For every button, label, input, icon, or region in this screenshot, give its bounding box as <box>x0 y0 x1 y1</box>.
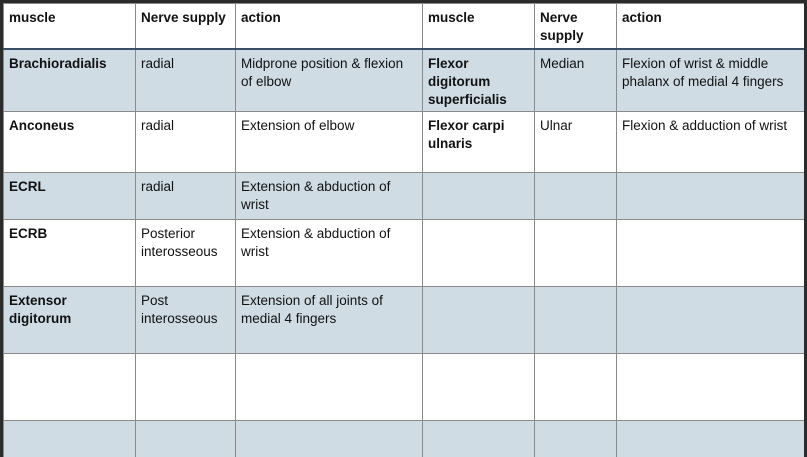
muscle-cell <box>423 354 535 421</box>
nerve-cell: Ulnar <box>535 112 617 173</box>
table-row <box>4 173 805 220</box>
nerve-cell: radial <box>136 49 236 112</box>
action-cell: Extension of elbow <box>236 112 423 173</box>
header-action-2: action <box>617 4 805 50</box>
muscle-cell: ECRL <box>4 173 136 220</box>
table-row <box>4 287 805 354</box>
action-cell <box>617 173 805 220</box>
muscle-cell: Extensor digitorum <box>4 287 136 354</box>
action-cell <box>236 421 423 457</box>
nerve-cell <box>535 421 617 457</box>
action-cell: Midprone position & flexion of elbow <box>236 49 423 112</box>
muscle-cell: Brachioradialis <box>4 49 136 112</box>
header-muscle-2: muscle <box>423 4 535 50</box>
nerve-cell: Median <box>535 49 617 112</box>
table-row <box>4 220 805 287</box>
action-cell: Flexion & adduction of wrist <box>617 112 805 173</box>
header-action-1: action <box>236 4 423 50</box>
action-cell <box>236 354 423 421</box>
muscle-cell <box>423 421 535 457</box>
action-cell <box>617 220 805 287</box>
muscle-cell <box>423 173 535 220</box>
muscle-cell: Flexor carpi ulnaris <box>423 112 535 173</box>
muscle-cell: Anconeus <box>4 112 136 173</box>
header-nerve-supply-2: Nerve supply <box>535 4 617 50</box>
nerve-cell: Post interosseous <box>136 287 236 354</box>
muscle-nerve-table <box>3 3 804 457</box>
nerve-cell <box>535 354 617 421</box>
muscle-cell: Flexor digitorum superficialis <box>423 49 535 112</box>
nerve-cell: Posterior interosseous <box>136 220 236 287</box>
action-cell: Extension & abduction of wrist <box>236 173 423 220</box>
muscle-cell <box>4 354 136 421</box>
header-nerve-supply-1: Nerve supply <box>136 4 236 50</box>
nerve-cell <box>136 354 236 421</box>
table-row <box>4 49 805 112</box>
header-muscle-1: muscle <box>4 4 136 50</box>
muscle-cell <box>423 287 535 354</box>
muscle-cell <box>4 421 136 457</box>
header-row <box>4 4 805 50</box>
table-row <box>4 354 805 421</box>
action-cell: Extension of all joints of medial 4 fingers <box>236 287 423 354</box>
muscle-cell: ECRB <box>4 220 136 287</box>
action-cell <box>617 354 805 421</box>
table-row <box>4 112 805 173</box>
muscle-cell <box>423 220 535 287</box>
nerve-cell: radial <box>136 173 236 220</box>
nerve-cell <box>535 173 617 220</box>
table-row <box>4 421 805 457</box>
action-cell: Extension & abduction of wrist <box>236 220 423 287</box>
action-cell: Flexion of wrist & middle phalanx of medial 4 fingers <box>617 49 805 112</box>
action-cell <box>617 421 805 457</box>
nerve-cell: radial <box>136 112 236 173</box>
slide-canvas <box>3 3 804 457</box>
action-cell <box>617 287 805 354</box>
nerve-cell <box>535 287 617 354</box>
nerve-cell <box>136 421 236 457</box>
nerve-cell <box>535 220 617 287</box>
